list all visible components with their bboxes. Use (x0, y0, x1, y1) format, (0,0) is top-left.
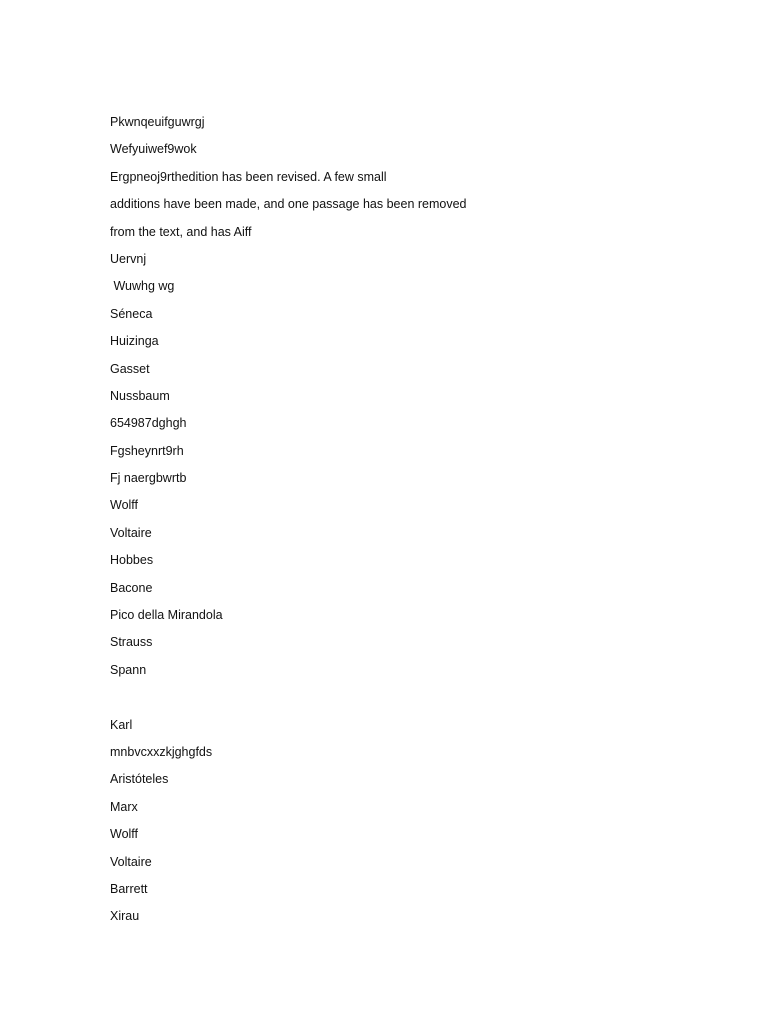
text-line: Strauss (110, 635, 153, 650)
text-line: Fgsheynrt9rh (110, 443, 184, 458)
document-body (110, 112, 710, 934)
text-line: Wolff (110, 827, 139, 842)
text-line: Wuwhg wg (110, 279, 175, 294)
text-line: Bacone (110, 580, 153, 595)
text-line: Spann (110, 662, 147, 677)
text-line: Huizinga (110, 334, 159, 349)
blank-line (110, 687, 710, 714)
text-line: Séneca (110, 306, 153, 321)
text-line: mnbvcxxzkjghgfds (110, 744, 213, 759)
text-line: Voltaire (110, 854, 152, 869)
text-line: additions have been made, and one passage has been removed (110, 197, 467, 212)
text-line: Fj naergbwrtb (110, 471, 187, 486)
text-line: Barrett (110, 881, 148, 896)
text-line: Aristóteles (110, 772, 169, 787)
text-line: Uervnj (110, 251, 147, 266)
text-line: Pkwnqeuifguwrgj (110, 115, 205, 129)
text-line: Hobbes (110, 553, 154, 568)
text-line: Ergpneoj9rthedition has been revised. A few small (110, 169, 387, 184)
text-line: Voltaire (110, 525, 152, 540)
text-line: Gasset (110, 361, 150, 376)
text-line: Marx (110, 799, 138, 814)
text-line: Pico della Mirandola (110, 608, 223, 623)
text-line: Nussbaum (110, 388, 170, 403)
text-line: 654987dghgh (110, 416, 187, 431)
text-line: from the text, and has Aiff (110, 224, 252, 239)
text-line: Xirau (110, 909, 140, 924)
text-line: Karl (110, 717, 133, 732)
text-line: Wefyuiwef9wok (110, 142, 197, 157)
text-line: Wolff (110, 498, 139, 513)
